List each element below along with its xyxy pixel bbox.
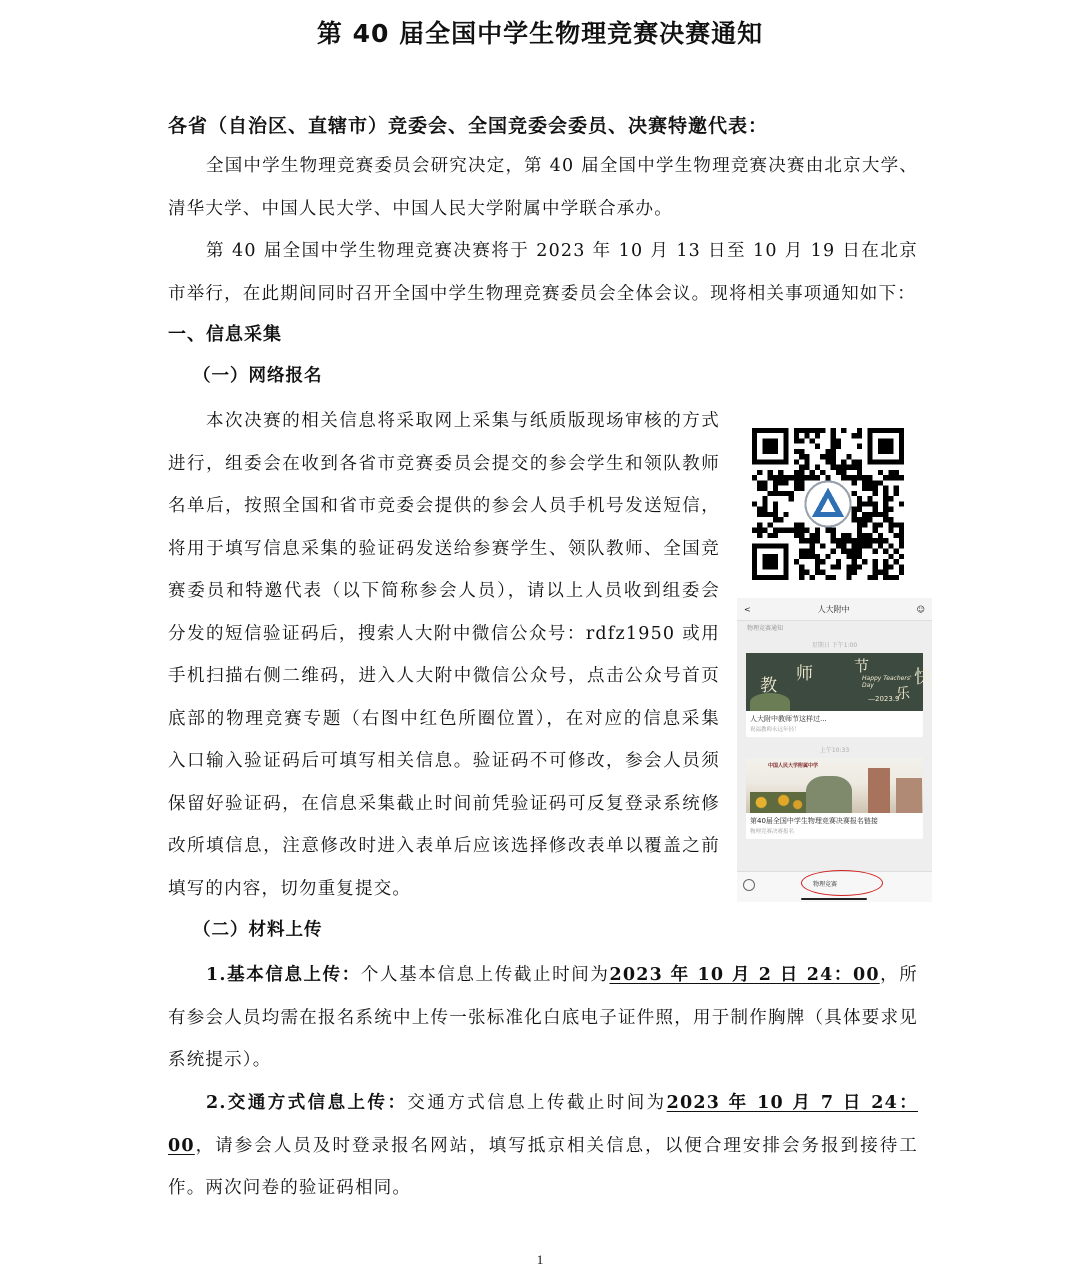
transport-info-post: ，请参会人员及时登录报名网站，填写抵京相关信息，以便合理安排会务报到接待工作。两次问卷的验证码相同。 <box>168 1135 918 1198</box>
article-card-teachers-day <box>746 653 932 737</box>
img1-char-3: 节 <box>854 657 870 675</box>
wechat-screenshot <box>737 598 932 902</box>
basic-info-post: ，所有参会人员均需在报名系统中上传一张标准化白底电子证件照，用于制作胸牌（具体要求见系统提示）。 <box>168 965 918 1070</box>
user-icon: ☺ <box>916 604 925 614</box>
transport-info-paragraph <box>168 1082 918 1210</box>
registration-paragraph: 本次决赛的相关信息将采取网上采集与纸质版现场审核的方式进行，组委会在收到各省市竞赛委员会提交的参会学生和领队教师名单后，按照全国和省市竞委会提供的参会人员手机号发送短信，将用于填写信息采集的验证码发送给参赛学生、领队教师、全国竞赛委员和特邀代表（以下简称参会人员），请以上人员收到组委会分发的短信验证码后，搜索人大附中微信公众号：rdfz1950 或用手机扫描右侧二维码，进入人大附中微信公众号，点击公众号首页底部的物理竞赛专题（右图中红色所圈位置），在对应的信息采集入口输入验证码后可填写相关信息。验证码不可修改，参会人员须保留好验证码，在信息采集截止时间前凭验证码可反复登录系统修改所填信息，注意修改时进入表单后应该选择修改表单以覆盖之前填写的内容，切勿重复提交。 <box>168 411 720 899</box>
subsection-heading-online-registration: （一）网络报名 <box>193 366 323 386</box>
wechat-account-title: 人大附中 <box>817 604 850 614</box>
timestamp-1: 星期日 下午1:00 <box>811 642 858 649</box>
home-indicator <box>801 898 867 900</box>
basic-info-label: 1.基本信息上传： <box>206 965 361 985</box>
card1-title: 人大附中教师节这样过... <box>750 715 827 723</box>
intro-paragraph-1: 全国中学生物理竞赛委员会研究决定，第 40 届全国中学生物理竞赛决赛由北京大学、清华大学、中国人民大学、中国人民大学附属中学联合承办。 <box>168 156 918 219</box>
timestamp-2: 上午10:33 <box>819 747 850 754</box>
section-heading-info-collection: 一、信息采集 <box>168 324 282 345</box>
basic-info-paragraph <box>168 954 918 1082</box>
physics-competition-menu-button[interactable]: 物理竞赛 <box>813 881 838 888</box>
document-title: 第 40 届全国中学生物理竞赛决赛通知 <box>316 19 764 48</box>
img1-char-4: 快 <box>914 667 932 688</box>
campus-image <box>746 758 923 813</box>
top-snippet: 物理竞赛通知 <box>747 625 784 632</box>
wechat-bottom-menu <box>737 871 932 902</box>
card2-subtitle: 物理竞赛决赛报名 <box>750 829 795 835</box>
teachers-day-image <box>746 653 932 711</box>
transport-info-label: 2.交通方式信息上传： <box>206 1093 408 1113</box>
qr-code-image <box>752 428 904 580</box>
intro-paragraph-2: 第 40 届全国中学生物理竞赛决赛将于 2023 年 10 月 13 日至 10 月 19 日在北京市举行，在此期间同时召开全国中学生物理竞赛委员会全体会议。现将相关事项通知如下： <box>168 241 918 304</box>
img1-english: Happy Teachers' Day <box>862 675 912 689</box>
article-card-registration <box>746 758 923 839</box>
transport-info-deadline: 2023 年 10 月 7 日 24：00 <box>168 1093 918 1156</box>
basic-info-pre: 个人基本信息上传截止时间为 <box>360 965 610 985</box>
transport-info-pre: 交通方式信息上传截止时间为 <box>407 1093 667 1113</box>
school-logo-text: 中国人民大学附属中学 <box>768 763 819 769</box>
page-number: 1 <box>536 1252 544 1267</box>
card2-title: 第40届全国中学生物理竞赛决赛报名链接 <box>750 817 878 825</box>
card1-subtitle: 祝福教师永远年轻！ <box>750 727 800 733</box>
wechat-header <box>737 598 932 621</box>
subsection-heading-material-upload: （二）材料上传 <box>193 920 323 940</box>
img1-char-5: 乐 <box>896 686 910 702</box>
img1-char-2: 师 <box>796 664 813 684</box>
img1-char-1: 教 <box>760 676 777 696</box>
img1-date: —2023.9 <box>868 695 900 703</box>
basic-info-deadline: 2023 年 10 月 2 日 24：00 <box>609 965 880 985</box>
salutation: 各省（自治区、直辖市）竞委会、全国竞委会委员、决赛特邀代表： <box>168 115 769 137</box>
back-icon: < <box>744 604 751 614</box>
keyboard-icon <box>743 879 755 891</box>
